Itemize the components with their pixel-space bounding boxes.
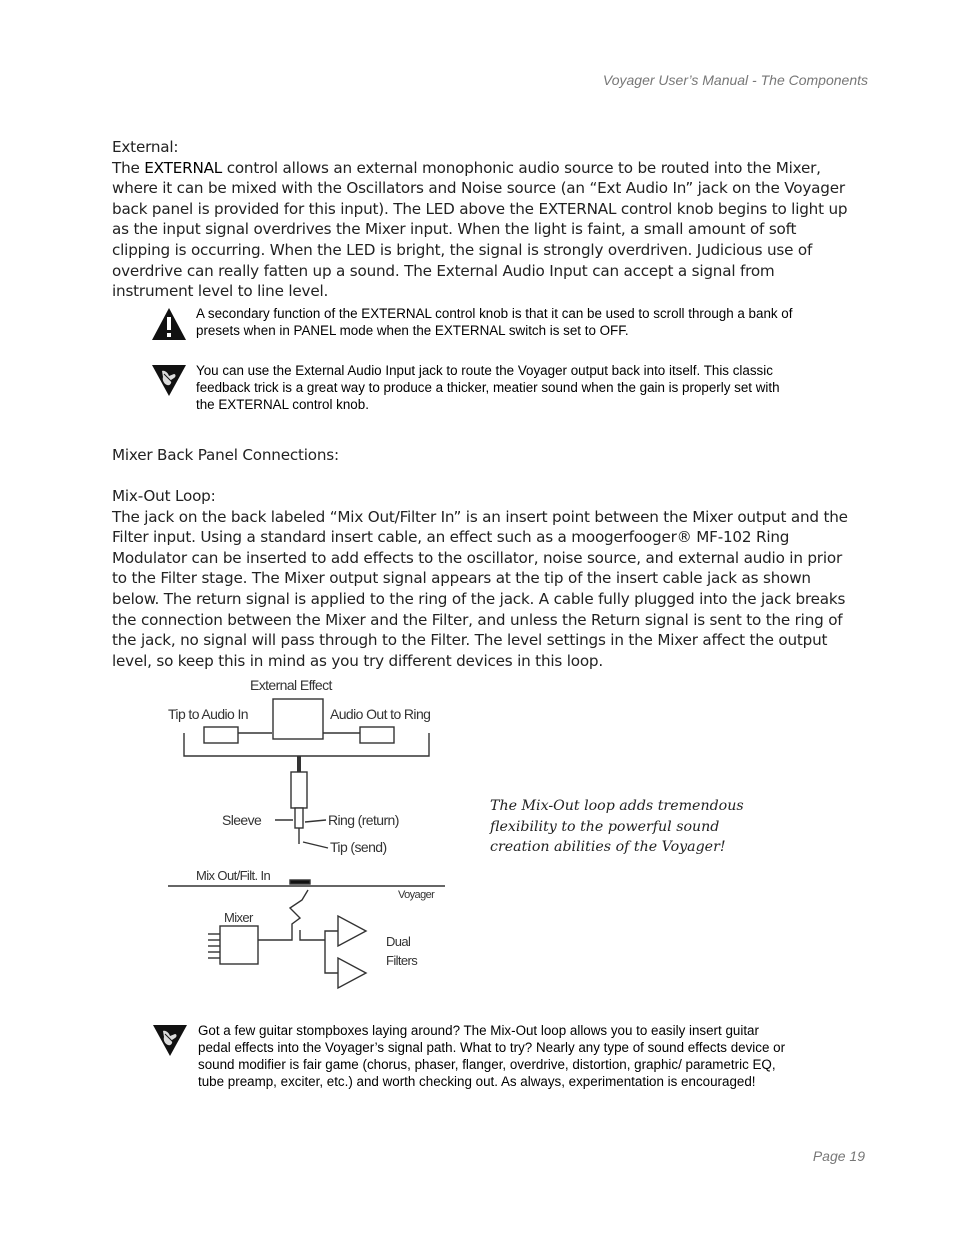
diagram-filters-label: Filters xyxy=(386,953,418,968)
external-body: control allows an external monophonic audio source to be routed into the Mixer, where it can be mixed with the Oscillators and Noise source (an “Ext Audio In” jack on the Voyager back panel is provided for this input). The LED above the EXTERNAL control knob begins to light up as the input signal overdrives the Mixer input. When the light is faint, a small amount of soft clipping is occurring. When the LED is bright, the signal is strongly overdriven. Judicious use of overdrive can really fatten up a sound. The External Audio Input can accept a signal from instrument level to line level. xyxy=(112,158,848,301)
diagram-mixer-label: Mixer xyxy=(224,910,253,925)
caption-line-1: The Mix-Out loop adds tremendous xyxy=(490,798,744,814)
caption-line-3: creation abilities of the Voyager! xyxy=(490,839,726,856)
diagram-voyager-label: Voyager xyxy=(398,889,435,901)
mixout-section xyxy=(112,486,852,671)
page-number: Page 19 xyxy=(812,1148,865,1164)
mixout-heading: Mix-Out Loop: xyxy=(112,487,216,505)
external-lead: The xyxy=(112,158,145,177)
tip-note-feedback: You can use the External Audio Input jack to route the Voyager output back into itself. This classic feedback trick is a great way to produce a thicker, meatier sound when the gain is properly set with the EXTERNAL control knob. xyxy=(196,363,780,412)
warning-triangle-icon xyxy=(150,306,188,342)
diagram-tip-send-label: Tip (send) xyxy=(330,839,387,855)
diagram-ring-return-label: Ring (return) xyxy=(328,812,399,828)
hand-tip-icon xyxy=(150,362,188,398)
external-control-name: EXTERNAL xyxy=(144,158,223,177)
diagram-external-effect-label: External Effect xyxy=(250,677,332,693)
warning-note: A secondary function of the EXTERNAL control knob is that it can be used to scroll through a bank of presets when in PANEL mode when the EXTERNAL switch is set to OFF. xyxy=(196,306,793,338)
diagram-tip-to-audio-in-label: Tip to Audio In xyxy=(168,706,248,722)
mix-out-loop-diagram xyxy=(160,672,455,994)
external-effect-box xyxy=(273,699,323,739)
caption-line-2: flexibility to the powerful sound xyxy=(490,818,720,835)
diagram-caption xyxy=(490,796,750,858)
hand-tip-icon-2 xyxy=(151,1022,189,1058)
diagram-jack-label: Mix Out/Filt. In xyxy=(196,868,271,883)
external-paragraph xyxy=(112,158,852,302)
running-header: Voyager User’s Manual - The Components xyxy=(602,72,868,88)
tip-note-stompboxes: Got a few guitar stompboxes laying around? The Mix-Out loop allows you to easily insert guitar pedal effects into the Voyager’s signal path. What to try? Nearly any type of sound effects device or sound modifier is fair game (chorus, phaser, flanger, overdrive, distortion, graphic/ parametric EQ, tube preamp, exciter, etc.) and worth checking out. As always, experimentation is encouraged! xyxy=(198,1023,786,1089)
mixer-heading: Mixer Back Panel Connections: xyxy=(112,446,339,464)
mixout-paragraph: The jack on the back labeled “Mix Out/Filter In” is an insert point between the Mixer output and the Filter input. Using a standard insert cable, an effect such as a moogerfooger® MF-102 Ring Modulator can be inserted to add effects to the oscillator, noise source, and external audio in prior to the Filter stage. The Mixer output signal appears at the tip of the insert cable jack as shown below. The return signal is applied to the ring of the jack. A cable fully plugged into the jack breaks the connection between the Mixer and the Filter, and unless the Return signal is sent to the ring of the jack, no signal will pass through to the Filter. The level settings in the Mixer affect the output level, so keep this in mind as you try different devices in this loop. xyxy=(112,507,848,670)
diagram-audio-out-to-ring-label: Audio Out to Ring xyxy=(330,706,431,722)
diagram-sleeve-label: Sleeve xyxy=(222,812,262,828)
external-heading: External: xyxy=(112,138,179,156)
diagram-dual-label: Dual xyxy=(386,934,411,949)
external-section xyxy=(112,137,852,302)
